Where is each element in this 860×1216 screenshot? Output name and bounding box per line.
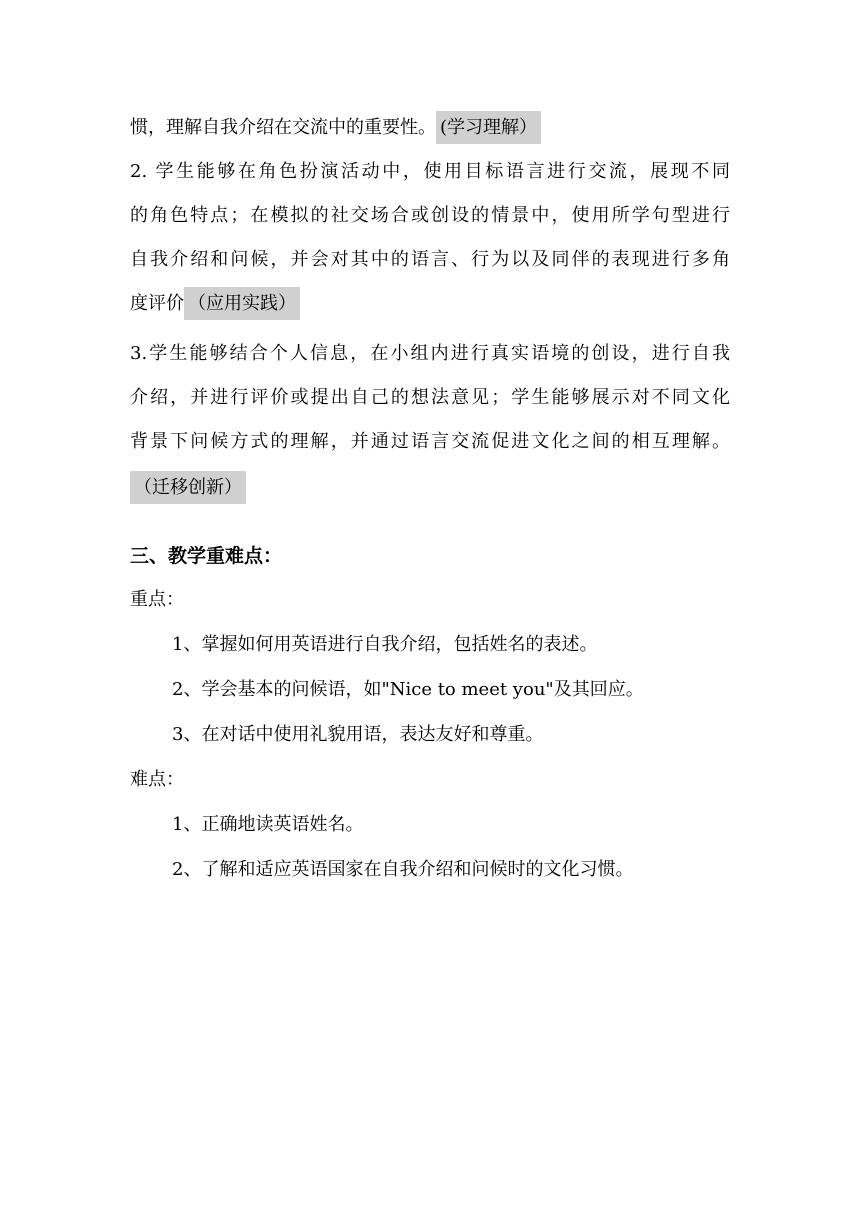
objective-1-text: 惯，理解自我介绍在交流中的重要性。 — [130, 117, 436, 138]
objective-1-line — [130, 116, 541, 140]
objective-2-text: 度评价 — [130, 293, 184, 314]
objective-2-tag: （应用实践） — [184, 287, 300, 320]
objective-2-line-3: 自我介绍和问候，并会对其中的语言、行为以及同伴的表现进行多角 — [130, 249, 730, 270]
objective-3-line-3: 背景下问候方式的理解，并通过语言交流促进文化之间的相互理解。 — [130, 431, 730, 452]
objective-2-line-2: 的角色特点；在模拟的社交场合或创设的情景中，使用所学句型进行 — [130, 205, 730, 226]
objective-3-line-4 — [130, 476, 246, 500]
difficult-points-label: 难点： — [130, 769, 184, 790]
objective-3-tag: （迁移创新） — [130, 471, 246, 504]
objective-3-line-2: 介绍，并进行评价或提出自己的想法意见；学生能够展示对不同文化 — [130, 387, 730, 408]
objective-2-line-4 — [130, 292, 300, 316]
difficult-point-2: 2、了解和适应英语国家在自我介绍和问候时的文化习惯。 — [172, 859, 634, 880]
section-heading: 三、教学重难点： — [130, 545, 283, 567]
objective-2-line-1: 2. 学生能够在角色扮演活动中，使用目标语言进行交流，展现不同 — [130, 161, 730, 182]
key-point-1: 1、掌握如何用英语进行自我介绍，包括姓名的表述。 — [172, 634, 598, 655]
difficult-point-1: 1、正确地读英语姓名。 — [172, 814, 364, 835]
key-points-label: 重点： — [130, 589, 184, 610]
objective-3-line-1: 3.学生能够结合个人信息，在小组内进行真实语境的创设，进行自我 — [130, 343, 730, 364]
objective-1-tag: (学习理解） — [436, 111, 541, 144]
key-point-3: 3、在对话中使用礼貌用语，表达友好和尊重。 — [172, 724, 544, 745]
key-point-2: 2、学会基本的问候语，如"Nice to meet you"及其回应。 — [172, 679, 644, 700]
